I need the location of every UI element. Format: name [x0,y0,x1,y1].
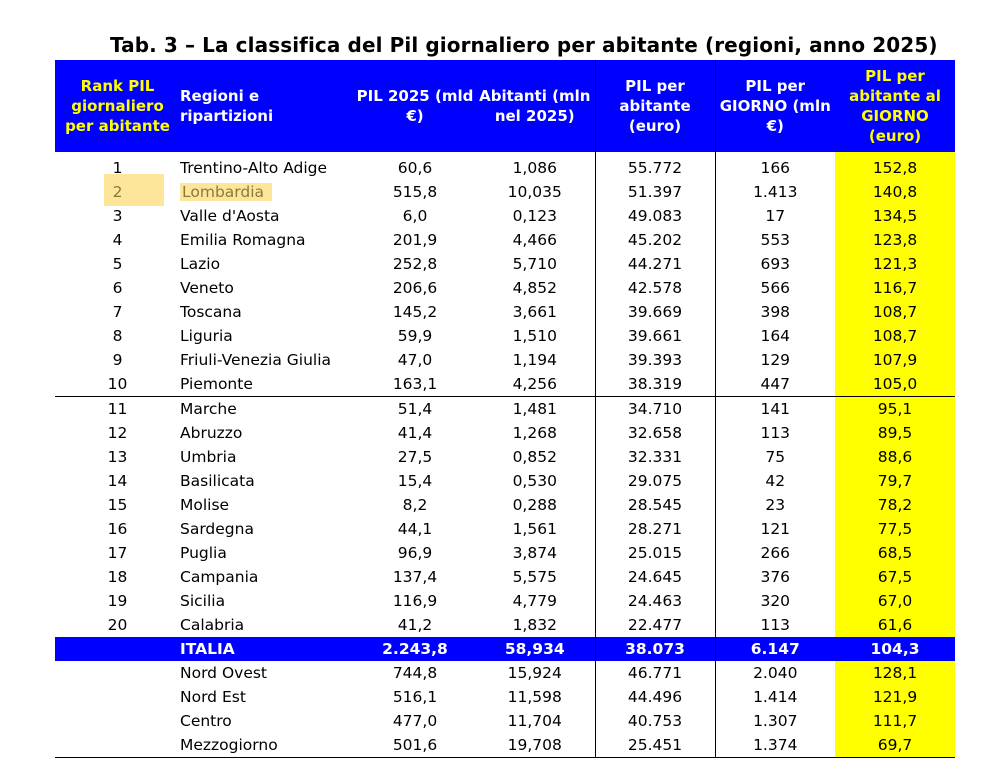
cell-pil: 516,1 [392,688,438,706]
cell-rank: 19 [107,592,128,610]
cell-pil: 15,4 [397,472,433,490]
table-row [55,565,955,589]
cell-region: Valle d'Aosta [180,207,280,225]
cell-pil-per-day: 1.413 [715,180,835,204]
cell-pil: 477,0 [392,712,438,730]
cell-region: Veneto [180,279,234,297]
cell-rank: 8 [112,327,123,345]
cell-inhabitants: 5,575 [512,568,557,586]
table-row [55,204,955,228]
cell-pil-per-day: 553 [715,228,835,252]
table-title: Tab. 3 – La classifica del Pil giornaliero per abitante (regioni, anno 2025) [110,33,938,57]
cell-region: Molise [180,496,230,514]
header-row [55,60,955,152]
cell-rank: 11 [55,397,180,422]
cell-pil-per-capita-per-day: 107,9 [835,348,955,372]
cell-pil-per-capita-per-day: 67,0 [835,589,955,613]
cell-inhabitants: 19,708 [475,733,595,758]
cell-pil-per-day: 75 [715,445,835,469]
cell-pil-per-day: 320 [715,589,835,613]
cell-inhabitants: 15,924 [507,664,562,682]
cell-pil-per-day: 121 [715,517,835,541]
cell-region: Marche [180,397,355,422]
cell-pil: 145,2 [392,303,438,321]
cell-pil-per-day: 266 [715,541,835,565]
cell-pil-per-capita: 46.771 [595,661,715,685]
cell-region: Piemonte [180,375,253,393]
table-row [55,152,955,180]
table-row [55,445,955,469]
cell-inhabitants: 0,530 [512,472,557,490]
table-row [55,228,955,252]
cell-region: Friuli-Venezia Giulia [180,351,332,369]
cell-pil-per-capita: 32.331 [595,445,715,469]
cell-inhabitants: 1,481 [475,397,595,422]
area-row [55,661,955,685]
area-row [55,709,955,733]
cell-inhabitants: 4,256 [512,375,557,393]
gdp-table [55,60,955,758]
table-row [55,372,955,397]
cell-rank [55,637,180,661]
cell-pil-per-capita: 25.451 [595,733,715,758]
table-row [55,180,955,204]
cell-pil-per-day: 23 [715,493,835,517]
cell-pil-per-day: 113 [715,613,835,637]
table-row [55,324,955,348]
table-row [55,276,955,300]
cell-pil-per-capita-per-day: 95,1 [835,397,955,422]
table-row [55,589,955,613]
cell-pil: 8,2 [402,496,428,514]
cell-inhabitants: 11,598 [507,688,562,706]
cell-region: Abruzzo [180,424,243,442]
cell-inhabitants: 1,832 [512,616,557,634]
cell-pil-per-day: 42 [715,469,835,493]
table-row [55,397,955,422]
cell-inhabitants: 0,123 [512,207,557,225]
cell-pil-per-day: 6.147 [715,637,835,661]
cell-pil-per-capita-per-day: 123,8 [835,228,955,252]
cell-rank: 7 [112,303,123,321]
cell-pil-per-day: 447 [715,372,835,397]
table-row [55,300,955,324]
cell-pil-per-day: 166 [715,152,835,180]
cell-pil: 41,4 [397,424,433,442]
cell-region: Toscana [180,303,242,321]
cell-pil: 47,0 [397,351,433,369]
cell-pil-per-day: 376 [715,565,835,589]
cell-rank [55,733,180,758]
cell-pil-per-capita-per-day: 116,7 [835,276,955,300]
cell-pil-per-capita: 38.319 [595,372,715,397]
table-row [55,469,955,493]
cell-region: Puglia [180,544,227,562]
table-row [55,493,955,517]
cell-pil-per-day: 113 [715,421,835,445]
cell-pil: 44,1 [397,520,433,538]
table-row [55,613,955,637]
table-row [55,421,955,445]
cell-pil-per-capita-per-day: 140,8 [835,180,955,204]
cell-region: Nord Est [180,688,246,706]
cell-pil-per-capita: 25.015 [595,541,715,565]
cell-pil-per-capita: 22.477 [595,613,715,637]
total-row [55,637,955,661]
cell-pil-per-capita: 44.271 [595,252,715,276]
area-row [55,685,955,709]
cell-rank: 6 [112,279,123,297]
cell-pil-per-capita-per-day: 69,7 [835,733,955,758]
cell-rank: 1 [112,159,123,177]
cell-pil-per-capita-per-day: 105,0 [835,372,955,397]
cell-rank: 4 [112,231,123,249]
cell-rank: 15 [107,496,128,514]
cell-pil-per-capita: 40.753 [595,709,715,733]
cell-inhabitants: 0,852 [512,448,557,466]
area-row [55,733,955,758]
cell-inhabitants: 1,086 [512,159,557,177]
cell-pil-per-capita: 51.397 [595,180,715,204]
cell-pil: 137,4 [392,568,438,586]
cell-pil-per-capita: 29.075 [595,469,715,493]
cell-pil-per-capita: 34.710 [595,397,715,422]
cell-pil-per-capita-per-day: 67,5 [835,565,955,589]
cell-inhabitants: 1,561 [512,520,557,538]
cell-pil-per-capita: 24.645 [595,565,715,589]
cell-region: Calabria [180,616,245,634]
cell-inhabitants: 4,852 [512,279,557,297]
cell-pil-per-capita: 39.669 [595,300,715,324]
cell-pil: 515,8 [392,183,438,201]
cell-pil: 2.243,8 [355,637,475,661]
cell-pil-per-day: 17 [715,204,835,228]
cell-rank: 18 [107,568,128,586]
cell-region: Lazio [180,255,221,273]
cell-rank: 10 [107,375,128,393]
cell-pil-per-capita-per-day: 77,5 [835,517,955,541]
cell-inhabitants: 5,710 [512,255,557,273]
cell-rank: 5 [112,255,123,273]
cell-pil-per-capita: 28.271 [595,517,715,541]
cell-inhabitants: 1,510 [512,327,557,345]
cell-pil-per-day: 693 [715,252,835,276]
header-region: Regioni e ripartizioni [180,60,355,152]
cell-region: Liguria [180,327,233,345]
cell-region: Centro [180,712,232,730]
cell-pil-per-day: 141 [715,397,835,422]
cell-rank: 14 [107,472,128,490]
cell-region: Sicilia [180,592,226,610]
cell-pil: 252,8 [392,255,438,273]
cell-region: Basilicata [180,472,255,490]
cell-pil-per-capita-per-day: 78,2 [835,493,955,517]
cell-pil-per-capita-per-day: 108,7 [835,300,955,324]
cell-inhabitants: 1,268 [512,424,557,442]
cell-inhabitants: 4,779 [512,592,557,610]
cell-pil-per-capita: 55.772 [595,152,715,180]
cell-pil: 163,1 [392,375,438,393]
cell-pil-per-capita-per-day: 79,7 [835,469,955,493]
cell-rank: 9 [112,351,123,369]
cell-pil-per-capita-per-day: 121,9 [835,685,955,709]
cell-pil: 59,9 [397,327,433,345]
cell-pil-per-day: 129 [715,348,835,372]
cell-pil-per-capita: 24.463 [595,589,715,613]
cell-region: ITALIA [180,637,355,661]
table-row [55,252,955,276]
header-pil-per-capita-per-day: PIL per abitante al GIORNO (euro) [835,60,955,152]
cell-pil: 501,6 [355,733,475,758]
cell-inhabitants: 1,194 [512,351,557,369]
cell-pil-per-capita-per-day: 108,7 [835,324,955,348]
cell-pil-per-day: 398 [715,300,835,324]
cell-region: Campania [180,568,259,586]
cell-region: Nord Ovest [180,664,268,682]
cell-pil-per-capita: 38.073 [595,637,715,661]
cell-pil-per-capita: 45.202 [595,228,715,252]
cell-pil: 6,0 [402,207,428,225]
cell-pil-per-capita-per-day: 121,3 [835,252,955,276]
cell-pil-per-day: 1.374 [715,733,835,758]
table-row [55,541,955,565]
header-inhabitants: Abitanti (mln nel 2025) [475,60,595,152]
header-pil: PIL 2025 (mld €) [355,60,475,152]
cell-inhabitants: 3,661 [512,303,557,321]
cell-rank [55,685,180,709]
cell-pil: 60,6 [397,159,433,177]
cell-pil-per-day: 1.307 [715,709,835,733]
cell-pil-per-capita-per-day: 104,3 [835,637,955,661]
cell-region: Trentino-Alto Adige [180,159,328,177]
cell-pil-per-day: 1.414 [715,685,835,709]
cell-pil-per-capita: 32.658 [595,421,715,445]
cell-pil-per-capita: 49.083 [595,204,715,228]
cell-rank: 3 [112,207,123,225]
cell-pil-per-capita-per-day: 88,6 [835,445,955,469]
cell-pil: 744,8 [392,664,438,682]
cell-pil-per-capita-per-day: 61,6 [835,613,955,637]
cell-inhabitants: 11,704 [507,712,562,730]
cell-rank: 2 [112,183,123,201]
cell-rank: 12 [107,424,128,442]
cell-pil: 116,9 [392,592,438,610]
cell-inhabitants: 3,874 [512,544,557,562]
header-rank: Rank PIL giornaliero per abitante [55,60,180,152]
cell-pil-per-capita-per-day: 134,5 [835,204,955,228]
cell-pil: 201,9 [392,231,438,249]
cell-pil-per-capita: 44.496 [595,685,715,709]
cell-pil-per-day: 2.040 [715,661,835,685]
table-row [55,348,955,372]
cell-pil-per-capita: 42.578 [595,276,715,300]
cell-inhabitants: 0,288 [512,496,557,514]
cell-pil-per-capita-per-day: 128,1 [835,661,955,685]
cell-pil-per-capita-per-day: 89,5 [835,421,955,445]
cell-pil-per-day: 164 [715,324,835,348]
cell-region: Mezzogiorno [180,733,355,758]
cell-rank: 16 [107,520,128,538]
cell-pil: 27,5 [397,448,433,466]
table-row [55,517,955,541]
cell-rank: 20 [107,616,128,634]
cell-pil: 206,6 [392,279,438,297]
cell-pil: 41,2 [397,616,433,634]
cell-pil: 51,4 [355,397,475,422]
cell-inhabitants: 10,035 [507,183,562,201]
cell-pil-per-capita-per-day: 68,5 [835,541,955,565]
cell-pil-per-capita: 39.661 [595,324,715,348]
highlighted-region-name: Lombardia [180,183,272,201]
cell-region: Sardegna [180,520,254,538]
cell-pil-per-capita: 39.393 [595,348,715,372]
cell-rank: 17 [107,544,128,562]
cell-pil-per-capita: 28.545 [595,493,715,517]
cell-pil-per-capita-per-day: 111,7 [835,709,955,733]
cell-pil-per-day: 566 [715,276,835,300]
cell-region: Emilia Romagna [180,231,306,249]
cell-rank: 13 [107,448,128,466]
cell-pil: 96,9 [397,544,433,562]
cell-rank [55,661,180,685]
cell-region [180,180,355,204]
cell-region: Umbria [180,448,237,466]
header-pil-per-day: PIL per GIORNO (mln €) [715,60,835,152]
header-pil-per-capita: PIL per abitante (euro) [595,60,715,152]
cell-pil-per-capita-per-day: 152,8 [835,152,955,180]
cell-inhabitants: 4,466 [512,231,557,249]
cell-rank [55,709,180,733]
cell-inhabitants: 58,934 [475,637,595,661]
